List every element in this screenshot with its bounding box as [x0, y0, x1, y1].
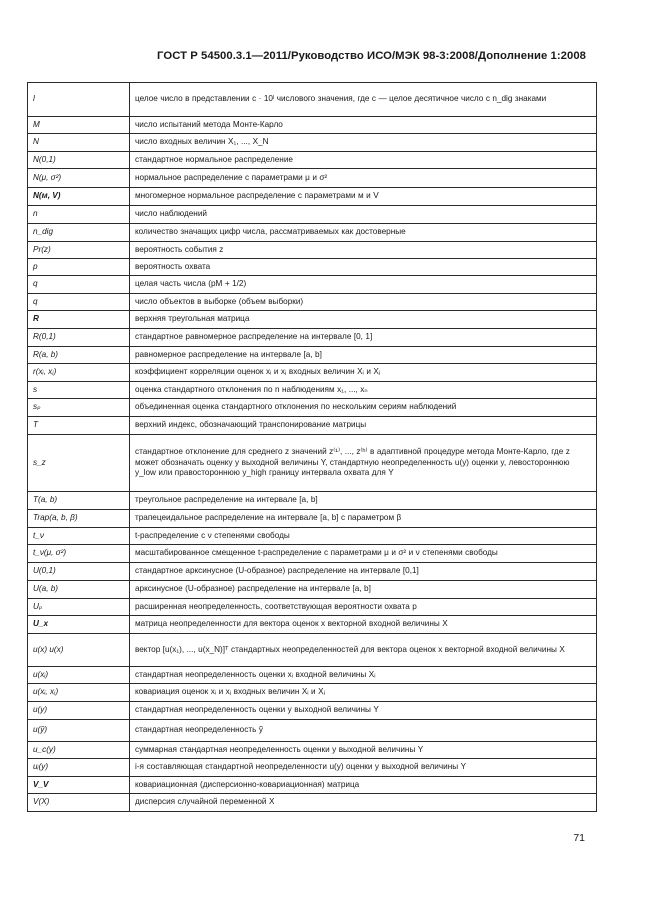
table-row [28, 364, 597, 382]
symbol-cell: u(xᵢ) [28, 667, 130, 684]
description-cell: трапецеидальное распределение на интервале [a, b] с параметром β [130, 510, 597, 528]
description-cell: число наблюдений [130, 206, 597, 224]
table-row [28, 563, 597, 581]
symbol-cell: V_V [28, 777, 130, 794]
table-row [28, 169, 597, 188]
symbols-table [27, 82, 597, 812]
description-cell: стандартное равномерное распределение на интервале [0, 1] [130, 329, 597, 347]
page-number: 71 [573, 832, 585, 844]
description-cell: масштабированное смещенное t-распределение с параметрами μ и σ² и ν степенями свободы [130, 545, 597, 563]
symbol-cell: N(м, V) [28, 188, 130, 206]
symbol-cell: p [28, 259, 130, 276]
description-cell: арксинусное (U-образное) распределение на интервале [a, b] [130, 581, 597, 599]
table-row [28, 581, 597, 599]
description-cell: целое число в представлении c · 10ˡ числового значения, где c — целое десятичное число с n_dig знаками [130, 83, 597, 117]
table-row [28, 382, 597, 399]
table-row [28, 242, 597, 259]
description-cell: ковариация оценок xᵢ и xⱼ входных величин Xᵢ и Xⱼ [130, 684, 597, 702]
description-cell: матрица неопределенности для вектора оценок x векторной входной величины X [130, 616, 597, 634]
symbol-cell: Pr(z) [28, 242, 130, 259]
table-row [28, 311, 597, 329]
description-cell: стандартное нормальное распределение [130, 152, 597, 169]
symbol-cell: r(xᵢ, xⱼ) [28, 364, 130, 382]
symbol-cell: t_ν(μ, σ²) [28, 545, 130, 563]
description-cell: стандартное арксинусное (U-образное) распределение на интервале [0,1] [130, 563, 597, 581]
symbol-cell: q [28, 294, 130, 311]
table-row [28, 759, 597, 777]
symbol-cell: u(x) u(x) [28, 634, 130, 667]
symbol-cell: l [28, 83, 130, 117]
table-row [28, 276, 597, 294]
description-cell: вероятность охвата [130, 259, 597, 276]
table-row [28, 528, 597, 545]
table-row [28, 83, 597, 117]
description-cell: оценка стандартного отклонения по n наблюдениям x₁, ..., xₙ [130, 382, 597, 399]
symbol-cell: u(ỹ) [28, 720, 130, 742]
table-row [28, 510, 597, 528]
table-row [28, 777, 597, 794]
description-cell: i-я составляющая стандартной неопределенности u(y) оценки y выходной величины Y [130, 759, 597, 777]
table-row [28, 742, 597, 759]
description-cell: стандартная неопределенность оценки y выходной величины Y [130, 702, 597, 720]
description-cell: коэффициент корреляции оценок xᵢ и xⱼ входных величин Xᵢ и Xⱼ [130, 364, 597, 382]
symbol-cell: sₚ [28, 399, 130, 417]
table-row [28, 188, 597, 206]
table-row [28, 259, 597, 276]
description-cell: t-распределение с ν степенями свободы [130, 528, 597, 545]
table-row [28, 152, 597, 169]
symbol-cell: n_dig [28, 224, 130, 242]
table-row [28, 545, 597, 563]
table-row [28, 616, 597, 634]
description-cell: многомерное нормальное распределение с параметрами м и V [130, 188, 597, 206]
description-cell: стандартная неопределенность оценки xᵢ входной величины Xᵢ [130, 667, 597, 684]
symbol-cell: q [28, 276, 130, 294]
table-row [28, 117, 597, 134]
description-cell: число входных величин X₁, ..., X_N [130, 134, 597, 152]
table-row [28, 492, 597, 510]
symbol-cell: U_x [28, 616, 130, 634]
symbol-cell: T [28, 417, 130, 435]
description-cell: количество значащих цифр числа, рассматриваемых как достоверные [130, 224, 597, 242]
description-cell: целая часть числа (pM + 1/2) [130, 276, 597, 294]
symbol-cell: V(X) [28, 794, 130, 812]
table-row [28, 684, 597, 702]
table-row [28, 294, 597, 311]
description-cell: стандартное отклонение для среднего z значений z⁽¹⁾, ..., z⁽ʰ⁾ в адаптивной процедуре метода Монте-Карло, где z может обозначать оценку y выходной величины Y, стандартную неопределенность u(y) оценки y, левостороннюю y_low или правостороннюю y_high границу интервала охвата для Y [130, 435, 597, 492]
description-cell: ковариационная (дисперсионно-ковариационная) матрица [130, 777, 597, 794]
table-row [28, 720, 597, 742]
description-cell: объединенная оценка стандартного отклонения по нескольким сериям наблюдений [130, 399, 597, 417]
table-row [28, 435, 597, 492]
symbol-cell: n [28, 206, 130, 224]
description-cell: нормальное распределение с параметрами μ и σ² [130, 169, 597, 188]
symbol-cell: R(0,1) [28, 329, 130, 347]
description-cell: треугольное распределение на интервале [a, b] [130, 492, 597, 510]
symbol-cell: U(a, b) [28, 581, 130, 599]
table-row [28, 347, 597, 364]
symbol-cell: Trap(a, b, β) [28, 510, 130, 528]
description-cell: верхний индекс, обозначающий транспонирование матрицы [130, 417, 597, 435]
table-row [28, 399, 597, 417]
description-cell: расширенная неопределенность, соответствующая вероятности охвата p [130, 599, 597, 616]
description-cell: равномерное распределение на интервале [a, b] [130, 347, 597, 364]
table-row [28, 206, 597, 224]
symbol-cell: u(y) [28, 702, 130, 720]
symbol-cell: R(a, b) [28, 347, 130, 364]
table-row [28, 599, 597, 616]
symbol-cell: t_ν [28, 528, 130, 545]
table-row [28, 634, 597, 667]
description-cell: число объектов в выборке (объем выборки) [130, 294, 597, 311]
symbol-cell: N [28, 134, 130, 152]
table-row [28, 794, 597, 812]
symbol-cell: u(xᵢ, xⱼ) [28, 684, 130, 702]
symbol-cell: s_z [28, 435, 130, 492]
table-row [28, 329, 597, 347]
description-cell: суммарная стандартная неопределенность оценки y выходной величины Y [130, 742, 597, 759]
symbol-cell: M [28, 117, 130, 134]
description-cell: дисперсия случайной переменной X [130, 794, 597, 812]
description-cell: верхняя треугольная матрица [130, 311, 597, 329]
table-row [28, 417, 597, 435]
symbol-cell: T(a, b) [28, 492, 130, 510]
description-cell: вектор [u(x₁), ..., u(x_N)]ᵀ стандартных неопределенностей для вектора оценок x векторной входной величины X [130, 634, 597, 667]
description-cell: стандартная неопределенность ỹ [130, 720, 597, 742]
table-row [28, 702, 597, 720]
description-cell: число испытаний метода Монте-Карло [130, 117, 597, 134]
symbol-cell: U(0,1) [28, 563, 130, 581]
symbol-cell: R [28, 311, 130, 329]
symbol-cell: uᵢ(y) [28, 759, 130, 777]
symbol-cell: u_c(y) [28, 742, 130, 759]
table-row [28, 134, 597, 152]
table-row [28, 667, 597, 684]
symbol-cell: s [28, 382, 130, 399]
symbol-cell: N(0,1) [28, 152, 130, 169]
page-header: ГОСТ Р 54500.3.1—2011/Руководство ИСО/МЭК 98-3:2008/Дополнение 1:2008 [157, 50, 586, 62]
table-row [28, 224, 597, 242]
symbol-cell: Uₚ [28, 599, 130, 616]
description-cell: вероятность события z [130, 242, 597, 259]
symbol-cell: N(μ, σ²) [28, 169, 130, 188]
